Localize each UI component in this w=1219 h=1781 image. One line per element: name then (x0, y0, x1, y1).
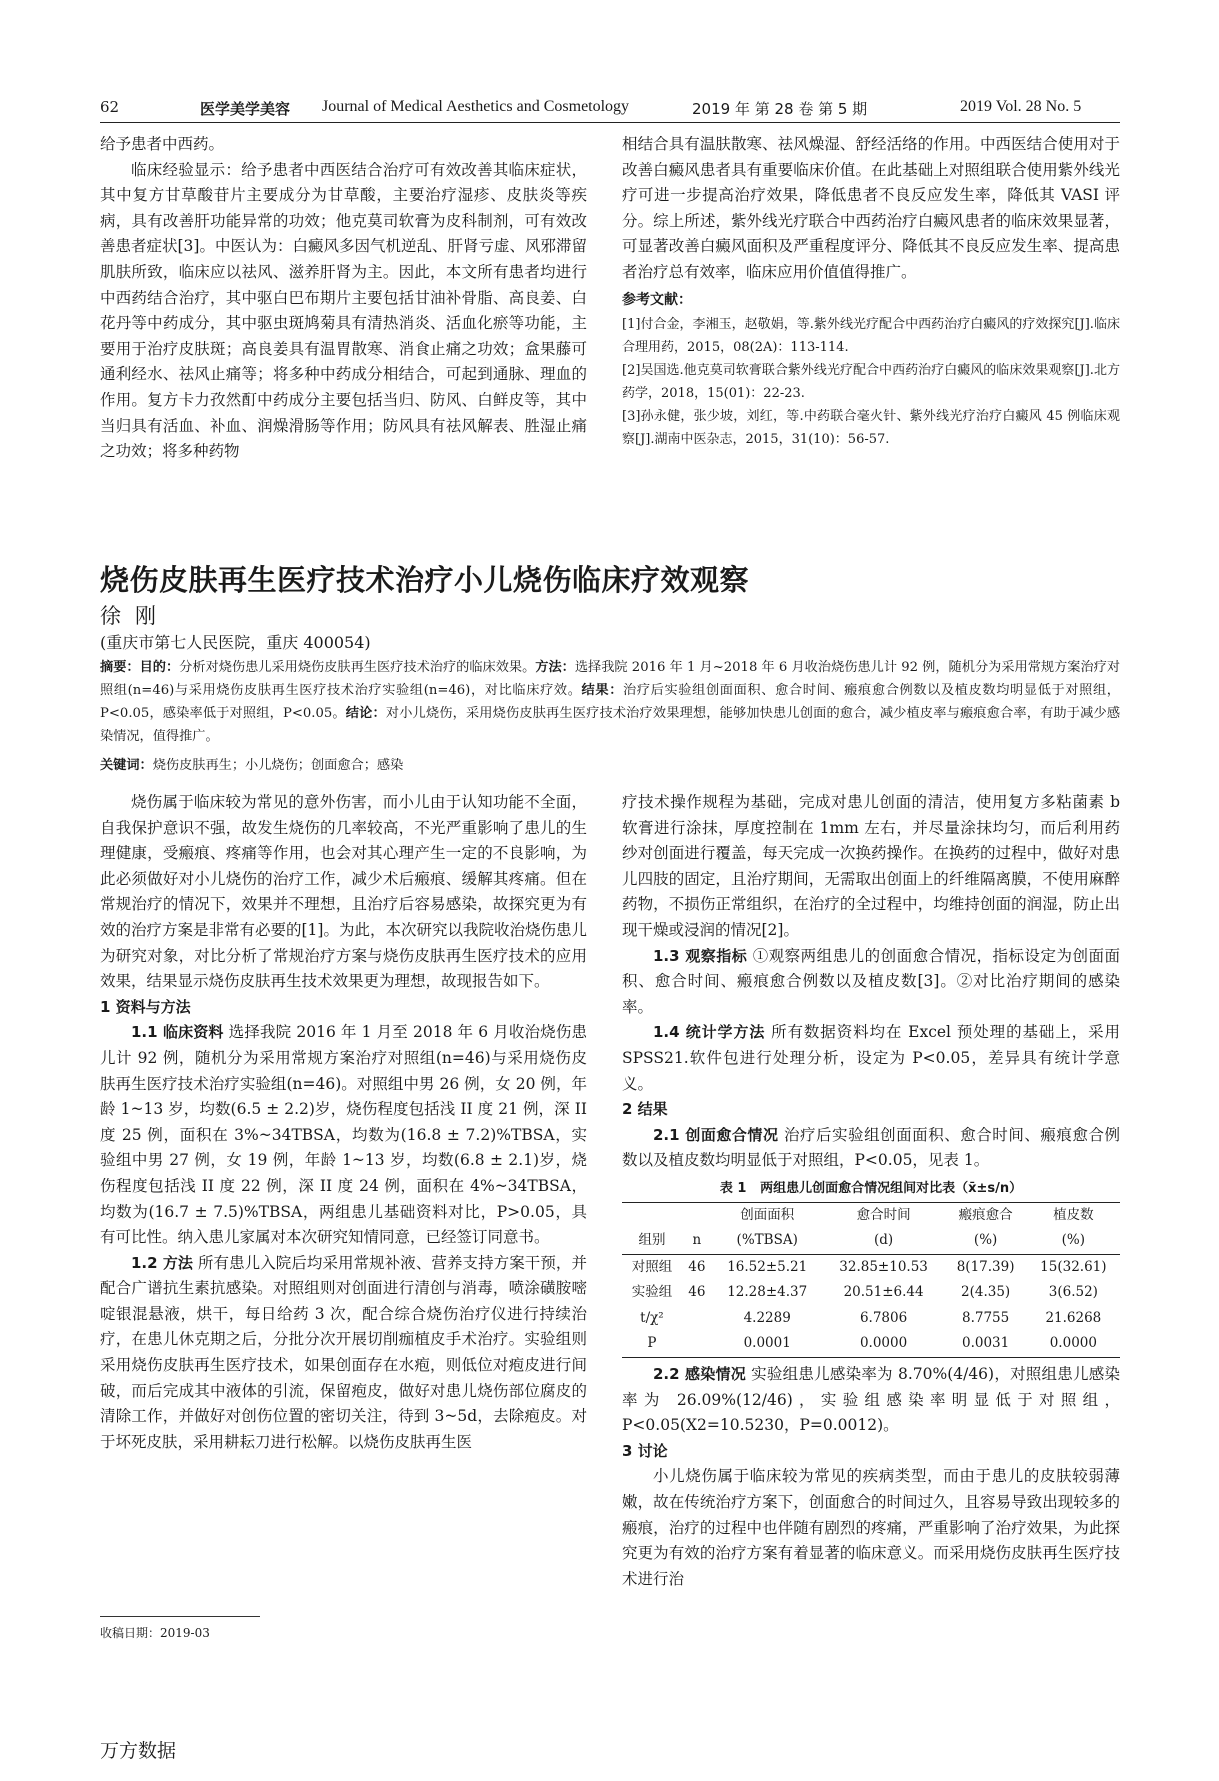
table-cell: 8.7755 (961, 1309, 1010, 1326)
paragraph: 治疗后实验组创面面积、愈合时间、瘢痕愈合例数以及植皮数均明显低于对照组，P<0.05，见表 1。 (622, 1125, 1120, 1170)
table-cell: 实验组 (631, 1284, 673, 1301)
table-cell: 15(32.61) (1040, 1258, 1107, 1275)
table-header-cell: 组别 (638, 1232, 666, 1249)
abstract-label-method: 方法： (535, 660, 575, 675)
section-heading: 2 结果 (622, 1100, 668, 1119)
table-header-row (622, 1202, 1120, 1228)
table-title: 两组患儿创面愈合情况组间对比表（x̄±s/n） (760, 1180, 1023, 1196)
table-cell: 0.0000 (1049, 1335, 1097, 1352)
paragraph: 烧伤属于临床较为常见的意外伤害，而小儿由于认知功能不全面，自我保护意识不强，故发生烧伤的几率较高，不光严重影响了患儿的生理健康，受瘢痕、疼痛等作用，也会对其心理产生一定的不良影响，为此必须做好对小儿烧伤的治疗工作，减少术后瘢痕、缓解其疼痛。但在常规治疗的情况下，效果并不理想，且治疗后容易感染，故探究更为有效的治疗方案是非常有必要的[1]。为此，本次研究以我院收治烧伤患儿为研究对象，对比分析了常规治疗方案与烧伤皮肤再生医疗技术的应用效果，结果显示烧伤皮肤再生技术效果更为理想，故现报告如下。 (100, 793, 587, 991)
table-cell: 0.0031 (961, 1335, 1010, 1352)
footnote-rule (100, 1616, 260, 1617)
article-left-column (100, 790, 587, 1455)
table-header-cell: (%TBSA) (736, 1232, 798, 1249)
paragraph: ①观察两组患儿的创面愈合情况，指标设定为创面面积、愈合时间、瘢痕愈合例数以及植皮数[3]。②对比治疗期间的感染率。 (622, 946, 1120, 1016)
issue-cn: 2019 年 第 28 卷 第 5 期 (692, 100, 868, 118)
abstract-label-aim: 目的： (139, 660, 180, 675)
table-cell (682, 1331, 712, 1357)
table-cell: 21.6268 (1045, 1309, 1102, 1326)
keywords-text: 烧伤皮肤再生；小儿烧伤；创面愈合；感染 (152, 758, 404, 773)
prev-article-right-column (622, 132, 1120, 451)
table-header-cell: (%) (973, 1232, 998, 1249)
paragraph: 实验组患儿感染率为 8.70%(4/46)，对照组患儿感染率为 26.09%(12/46)，实验组感染率明显低于对照组，P<0.05(X2=10.5230，P=0.0012)。 (622, 1365, 1120, 1435)
watermark: 万方数据 (100, 1740, 177, 1762)
table-header-cell: (%) (1061, 1232, 1086, 1249)
table-cell: 20.51±6.44 (843, 1284, 924, 1301)
table-header-cell (682, 1202, 712, 1228)
table-cell: 对照组 (631, 1258, 673, 1275)
table-cell: t/χ² (640, 1309, 664, 1326)
keywords-label: 关键词： (100, 758, 153, 773)
received-date: 收稿日期：2019-03 (100, 1626, 210, 1640)
subsection-heading: 1.4 统计学方法 (653, 1023, 766, 1042)
paragraph: 所有数据资料均在 Excel 预处理的基础上，采用 SPSS21.软件包进行处理分析，设定为 P<0.05，差异具有统计学意义。 (622, 1023, 1120, 1093)
article-affiliation: (重庆市第七人民医院，重庆 400054) (100, 633, 371, 652)
article-title: 烧伤皮肤再生医疗技术治疗小儿烧伤临床疗效观察 (100, 563, 750, 597)
article-right-column (622, 790, 1120, 1592)
subsection-heading: 1.2 方法 (131, 1253, 193, 1272)
abstract (100, 656, 1120, 748)
table-header-cell: 愈合时间 (856, 1206, 911, 1223)
table-cell: 12.28±4.37 (727, 1284, 808, 1301)
paragraph: 给予患者中西药。 (100, 135, 225, 153)
abstract-conclusion: 对小儿烧伤，采用烧伤皮肤再生医疗技术治疗效果理想，能够加快患儿创面的愈合，减少植皮率与瘢痕愈合率，有助于减少感染情况，值得推广。 (100, 706, 1121, 744)
table-header-cell: (d) (873, 1232, 894, 1249)
journal-name-en: Journal of Medical Aesthetics and Cosmetology (322, 98, 630, 115)
abstract-aim: 分析对烧伤患儿采用烧伤皮肤再生医疗技术治疗的临床效果。 (179, 660, 536, 675)
table-cell: 4.2289 (743, 1309, 791, 1326)
table-cell: 46 (688, 1258, 706, 1275)
data-table (622, 1202, 1120, 1359)
table-header-cell: 瘢痕愈合 (958, 1206, 1013, 1223)
table-cell: 16.52±5.21 (727, 1258, 808, 1275)
subsection-heading: 1.1 临床资料 (131, 1023, 224, 1042)
paragraph: 临床经验显示：给予患者中西医结合治疗可有效改善其临床症状，其中复方甘草酸苷片主要成分为甘草酸，主要治疗湿疹、皮肤炎等疾病，具有改善肝功能异常的功效；他克莫司软膏为皮科制剂，可有效改善患者症状[3]。中医认为：白癜风多因气机逆乱、肝肾亏虚、风邪滞留肌肤所致，临床应以祛风、滋养肝肾为主。因此，本文所有患者均进行中西药结合治疗，其中驱白巴布期片主要包括甘油补骨脂、高良姜、白花丹等中药成分，其中驱虫斑鸠菊具有清热消炎、活血化瘀等功能，主要用于治疗皮肤斑；高良姜具有温胃散寒、消食止痛之功效；盒果藤可通利经水、祛风止痛等；将多种中药成分相结合，可起到通脉、理血的作用。复方卡力孜然酊中药成分主要包括当归、防风、白鲜皮等，其中当归具有活血、补血、润燥滑肠等作用；防风具有祛风解表、胜湿止痛之功效；将多种药物 (100, 160, 587, 461)
table-cell: P (647, 1335, 657, 1352)
paragraph: 相结合具有温肤散寒、祛风燥湿、舒经活络的作用。中西医结合使用对于改善白癜风患者具有重要临床价值。在此基础上对照组联合使用紫外线光疗可进一步提高治疗效果，降低患者不良反应发生率，降低其 VASI 评分。综上所述，紫外线光疗联合中西药治疗白癜风患者的临床效果显著，可显著改善白癜风面积及严重程度评分、降低其不良反应发生率、提高患者治疗总有效率，临床应用价值值得推广。 (622, 135, 1120, 281)
paragraph: 所有患儿入院后均采用常规补液、营养支持方案干预，并配合广谱抗生素抗感染。对照组则对创面进行清创与消毒，喷涂磺胺嘧啶银混悬液，烘干，每日给药 3 次，配合综合烧伤治疗仪进行持续治疗，在患儿休克期之后，分批分次开展切削痂植皮手术治疗。实验组则采用烧伤皮肤再生医疗技术，如果创面存在水疱，则低位对疱皮进行间破，而后完成其中液体的引流，保留疱皮，做好对患儿烧伤部位腐皮的清除工作，并做好对创伤位置的密切关注，待到 3~5d，去除疱皮。对于坏死皮肤，采用耕耘刀进行松解。以烧伤皮肤再生医 (100, 1253, 587, 1451)
abstract-result: 治疗后实验组创面面积、愈合时间、瘢痕愈合例数以及植皮数均明显低于对照组，P<0.05，感染率低于对照组，P<0.05。 (100, 683, 1120, 721)
abstract-label-result: 结果： (581, 683, 624, 698)
subsection-heading: 2.2 感染情况 (653, 1365, 746, 1384)
table-cell: 8(17.39) (956, 1258, 1015, 1275)
table-cell: 0.0001 (743, 1335, 791, 1352)
table-row (622, 1331, 1120, 1357)
table-header-cell: 植皮数 (1053, 1206, 1094, 1223)
table-cell: 32.85±10.53 (839, 1258, 928, 1275)
table-1 (622, 1176, 1120, 1358)
table-cell: 6.7806 (859, 1309, 908, 1326)
table-number: 表 1 (719, 1180, 747, 1196)
paragraph: 小儿烧伤属于临床较为常见的疾病类型，而由于患儿的皮肤较弱薄嫩，故在传统治疗方案下，创面愈合的时间过久，且容易导致出现较多的瘢痕，治疗的过程中也伴随有剧烈的疼痛，严重影响了治疗效果，为此探究更为有效的治疗方案有着显著的临床意义。而采用烧伤皮肤再生医疗技术进行治 (622, 1467, 1120, 1588)
reference-item: [3]孙永健，张少坡，刘红，等.中药联合毫火针、紫外线光疗治疗白癜风 45 例临床观察[J].湖南中医杂志，2015，31(10)：56-57. (622, 409, 1120, 448)
subsection-heading: 1.3 观察指标 (653, 946, 748, 965)
abstract-label: 摘要： (100, 660, 140, 675)
references-heading: 参考文献： (622, 291, 692, 308)
subsection-heading: 2.1 创面愈合情况 (653, 1125, 779, 1144)
reference-list (622, 313, 1120, 451)
table-header-cell: 创面面积 (740, 1206, 795, 1223)
prev-article-left-column (100, 132, 587, 465)
paragraph: 选择我院 2016 年 1 月至 2018 年 6 月收治烧伤患儿计 92 例，随机分为采用常规方案治疗对照组(n=46)与采用烧伤皮肤再生医疗技术治疗实验组(n=46)。对照组中男 26 例，女 20 例，年龄 1~13 岁，均数(6.5 ± 2.2)岁，烧伤程度包括浅 II 度 21 例，深 II 度 25 例，面积在 3%~34TBSA，均数为(16.8 ± 7.2)%TBSA，实验组中男 27 例，女 19 例，年龄 1~13 岁，均数(6.8 ± 2.1)岁，烧伤程度包括浅 II 度 22 例，深 II 度 24 例，面积在 4%~34TBSA，均数为(16.7 ± 7.5)%TBSA，两组患儿基础资料对比，P>0.05，具有可比性。纳入患儿家属对本次研究知情同意，已经签订同意书。 (100, 1023, 587, 1247)
table-row (622, 1306, 1120, 1332)
table-cell: 46 (688, 1284, 706, 1301)
abstract-method: 选择我院 2016 年 1 月~2018 年 6 月收治烧伤患儿计 92 例，随机分为采用常规方案治疗对照组(n=46)与采用烧伤皮肤再生医疗技术治疗实验组(n=46)，对比临床疗效。 (100, 660, 1121, 698)
table-cell: 2(4.35) (961, 1284, 1011, 1301)
table-header-cell: n (692, 1232, 702, 1249)
issue-en: 2019 Vol. 28 No. 5 (960, 98, 1082, 115)
journal-name-cn: 医学美学美容 (200, 100, 291, 118)
reference-item: [2]吴国选.他克莫司软膏联合紫外线光疗配合中西药治疗白癜风的临床效果观察[J].北方药学，2018，15(01)：22-23. (622, 363, 1120, 402)
section-heading: 3 讨论 (622, 1441, 668, 1460)
section-heading: 1 资料与方法 (100, 997, 191, 1016)
table-header-row (622, 1228, 1120, 1254)
article-author: 徐刚 (100, 604, 170, 628)
reference-item: [1]付合金，李湘玉，赵敬娟，等.紫外线光疗配合中西药治疗白癜风的疗效探究[J].临床合理用药，2015，08(2A)：113-114. (622, 317, 1120, 356)
table-caption (622, 1176, 1120, 1202)
table-row (622, 1254, 1120, 1280)
table-row (622, 1280, 1120, 1306)
table-cell (682, 1306, 712, 1332)
table-cell: 0.0000 (859, 1335, 908, 1352)
table-header-cell (622, 1202, 682, 1228)
paragraph: 疗技术操作规程为基础，完成对患儿创面的清洁，使用复方多粘菌素 b 软膏进行涂抹，厚度控制在 1mm 左右，并尽量涂抹均匀，而后利用药纱对创面进行覆盖，每天完成一次换药操作。在换药的过程中，做好对患儿四肢的固定，且治疗期间，无需取出创面上的纤维隔离膜，不使用麻醉药物，不损伤正常组织，在治疗的全过程中，均维持创面的润湿，防止出现干燥或浸润的情况[2]。 (622, 793, 1120, 939)
page-number: 62 (100, 98, 120, 116)
running-header (100, 96, 1120, 123)
abstract-label-conclusion: 结论： (345, 706, 386, 721)
table-cell: 3(6.52) (1048, 1284, 1098, 1301)
keywords (100, 754, 1120, 777)
